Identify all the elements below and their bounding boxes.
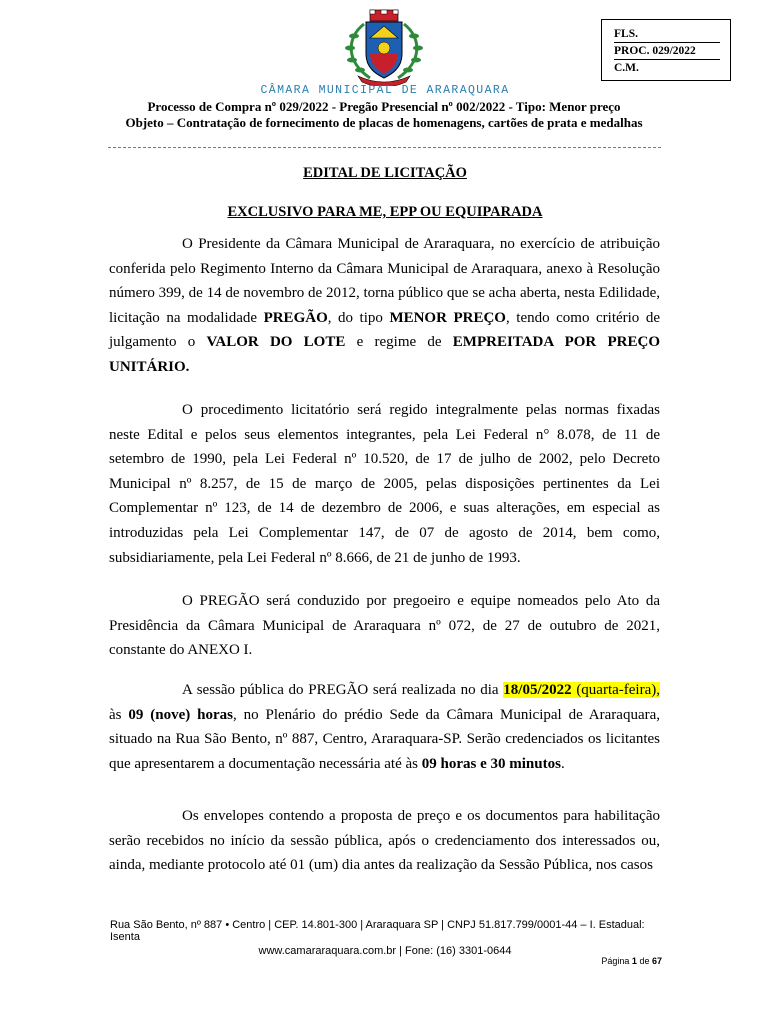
footer-contact: www.camararaquara.com.br | Fone: (16) 3301-0644 (258, 945, 512, 957)
text-run: O Presidente da Câmara Municipal de Araraquara, no exercício de atribuição conferida pelo Regimento Interno da Câmara Municipal de Araraquara, anexo à Resolução número 399, de 14 de novembro de 2012, torna público que se acha aberta, nesta Edilidade, licitação na modalidade (109, 236, 660, 326)
text-run: e regime de (345, 334, 453, 351)
text-run: , no Plenário do prédio Sede da Câmara Municipal de Araraquara, situado na Rua São Bento, nº 887, Centro, Araraquara-SP. Serão credenciados os licitantes que apresentarem a documentação necessária até às (109, 706, 661, 772)
page-number (601, 956, 662, 966)
text-run: , do tipo (327, 309, 390, 326)
municipal-coat-of-arms (340, 8, 428, 86)
paragraph-session (109, 678, 660, 776)
folio-stamp-box (601, 19, 731, 81)
paragraph-pregoeiro: O PREGÃO será conduzido por pregoeiro e equipe nomeados pelo Ato da Presidência da Câmara Municipal de Araraquara nº 072, de 27 de outubro de 2021, constante do ANEXO I. (109, 593, 660, 659)
session-weekday: (quarta-feira), (571, 682, 660, 698)
text-run: , tendo como critério de julgamento o (109, 309, 661, 351)
stamp-fls: FLS. (614, 26, 720, 43)
text-run: às (109, 706, 129, 723)
total-pages: 67 (651, 956, 662, 966)
document-subtitle: EXCLUSIVO PARA ME, EPP OU EQUIPARADA (227, 204, 543, 220)
current-page: 1 (631, 956, 637, 966)
page-label: Página (601, 956, 630, 966)
paragraph-intro (109, 232, 660, 380)
text-run: A sessão pública do PREGÃO será realizada no dia (182, 682, 504, 698)
stamp-proc: PROC. 029/2022 (614, 43, 720, 60)
bold-type: MENOR PREÇO (389, 309, 506, 326)
session-hour: 09 (nove) horas (128, 706, 233, 723)
process-header (110, 99, 658, 130)
object-line: Objeto – Contratação de fornecimento de placas de homenagens, cartões de prata e medalhas (125, 114, 643, 130)
document-title: EDITAL DE LICITAÇÃO (303, 165, 467, 181)
text-run: . (560, 755, 565, 772)
paragraph-envelopes: Os envelopes contendo a proposta de preço e os documentos para habilitação serão recebidos no início da sessão pública, após o credenciamento dos interessados ou, ainda, mediante protocolo até 01 (um) dia antes da realização da Sessão Pública, nos casos (109, 808, 660, 874)
bold-modality: PREGÃO (263, 309, 328, 326)
header-divider (108, 147, 661, 148)
shield (366, 22, 402, 78)
bold-criterion: VALOR DO LOTE (206, 334, 346, 351)
crown (370, 10, 398, 21)
stamp-cm: C.M. (614, 62, 639, 74)
page-of: de (639, 956, 650, 966)
accreditation-time: 09 horas e 30 minutos (421, 755, 561, 772)
bold-regime: EMPREITADA POR PREÇO UNITÁRIO. (109, 334, 660, 375)
paragraph-legal-basis: O procedimento licitatório será regido integralmente pelas normas fixadas neste Edital e pelos seus elementos integrantes, pela Lei Federal n° 8.078, de 11 de setembro de 1990, pela Lei Federal nº 10.520, de 17 de julho de 2002, pelo Decreto Municipal nº 8.257, de 15 de março de 2005, pelas disposições pertinentes da Lei Complementar nº 123, de 14 de dezembro de 2006, e suas alterações, em especial as introduzidas pela Lei Complementar 147, de 07 de agosto de 2014, bem como, subsidiariamente, pela Lei Federal nº 8.666, de 21 de junho de 1993. (109, 402, 660, 566)
institution-name: CÂMARA MUNICIPAL DE ARARAQUARA (260, 84, 510, 97)
footer-address: Rua São Bento, nº 887 • Centro | CEP. 14.801-300 | Araraquara SP | CNPJ 51.817.799/0001-44 – I. Estadual: Isenta (110, 919, 645, 943)
process-line: Processo de Compra nº 029/2022 - Pregão Presencial nº 002/2022 - Tipo: Menor preço (147, 99, 621, 114)
session-date: 18/05/2022 (503, 682, 572, 698)
